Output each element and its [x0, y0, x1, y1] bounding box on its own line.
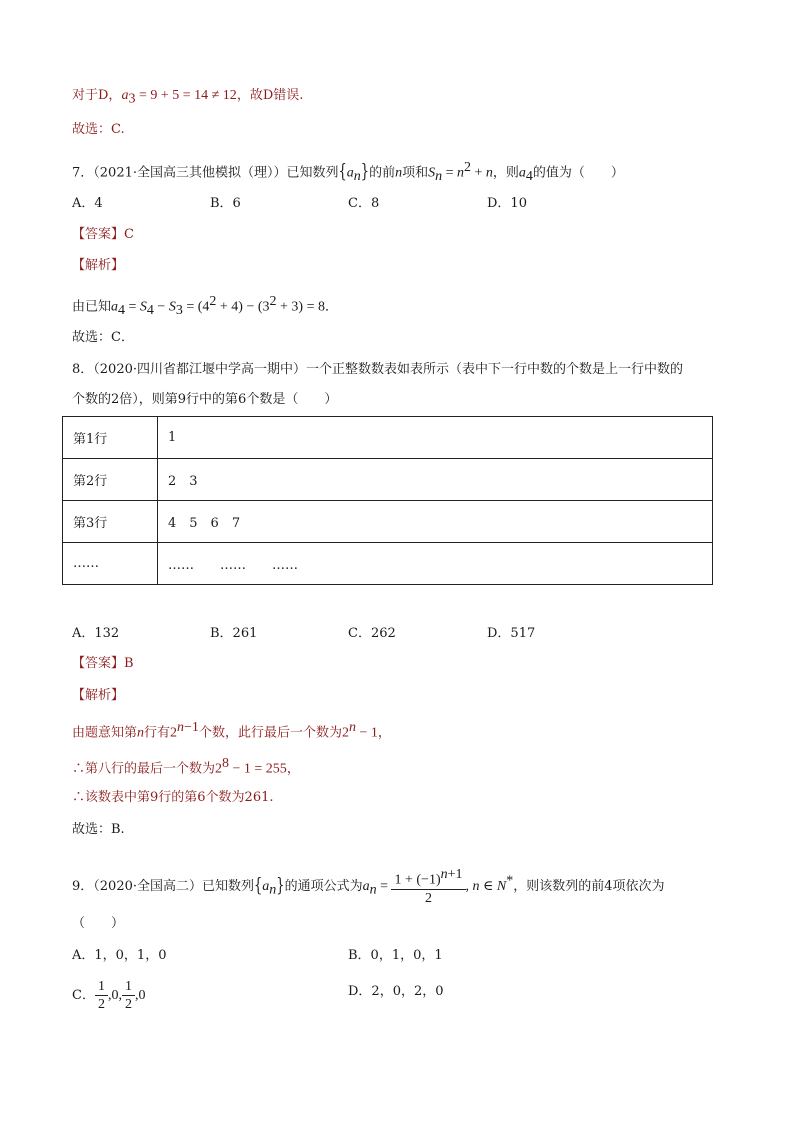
q8-stem-line1: 8．（2020·四川省都江堰中学高一期中）一个正整数数表如表所示（表中下一行中数的个数是上一行中数的 — [72, 362, 683, 377]
table-row — [63, 417, 713, 459]
q8-answer-label: 【答案】 — [72, 656, 125, 671]
option-d-analysis: 对于D，$a_3 = 9 + 5 = 14 \ne 12$，故D错误. — [72, 88, 304, 107]
q7-stem: 7．（2021·全国高三其他模拟（理））已知数列$\{a_n\}$的前n项和$S_n = n^2 + n$，则$a_4$的值为（ ） — [72, 160, 624, 184]
row-numbers: 2 3 — [158, 459, 713, 501]
q9-option-b[interactable]: B．0，1，0，1 — [348, 948, 443, 963]
q7-analysis: 由已知$a_4 = S_4 - S_3 = (4^2 + 4) - (3^2 + 3) = 8$． — [72, 294, 338, 318]
q9-stem-part2: 的通项公式为 — [284, 878, 363, 894]
row-label: 第3行 — [63, 501, 158, 543]
q7-answer-value: C — [124, 227, 134, 242]
q9-stem-part3: ，则该数列的前4项依次为 — [513, 878, 665, 894]
row-label: 第2行 — [63, 459, 158, 501]
q8-analysis-line1: 由题意知第n行有$2^{n-1}$个数，此行最后一个数为$2^n - 1$， — [72, 720, 391, 741]
row-numbers: 4 5 6 7 — [158, 501, 713, 543]
row-numbers: 1 — [158, 417, 713, 459]
q8-stem-line2: 个数的2倍），则第9行中的第6个数是（ ） — [72, 392, 338, 407]
q7-pick: 故选：C． — [72, 330, 134, 345]
q7-analysis-label: 【解析】 — [72, 258, 125, 273]
table-row — [63, 501, 713, 543]
row-label: …… — [63, 543, 158, 585]
q8-analysis-line2: ∴第八行的最后一个数为$2^8 - 1 = 255$， — [72, 756, 300, 777]
q8-analysis-line3: ∴该数表中第9行的第6个数为261. — [72, 790, 274, 805]
q9-option-d[interactable]: D．2，0，2，0 — [348, 984, 444, 999]
table-row — [63, 459, 713, 501]
q9-stem: 9．（2020·全国高二）已知数列$\{a_n\}$的通项公式为$a_n$ = $\frac{1 + (-1)^{n+1}}{2}$ , n ∈ N*，则该数列的前4项依次为 — [72, 867, 665, 906]
q7-option-a[interactable]: A．4 — [72, 196, 103, 211]
q8-option-c[interactable]: C．262 — [348, 626, 396, 641]
q8-pick: 故选：B. — [72, 822, 125, 837]
q7-option-c[interactable]: C．8 — [348, 196, 380, 211]
q8-answer — [72, 654, 134, 674]
q9-formula-fraction: $\frac{1 + (-1)^{n+1}}{2}$ — [391, 866, 465, 907]
q9-blank: （ ） — [72, 916, 125, 931]
q7-answer-label: 【答案】 — [72, 227, 125, 242]
q9-option-c[interactable]: C． $\frac{1}{2}$ ,0, $\frac{1}{2}$ ,0 — [72, 979, 146, 1012]
q7-option-d[interactable]: D．10 — [487, 196, 527, 211]
q8-analysis-label: 【解析】 — [72, 688, 125, 703]
q9-option-a[interactable]: A．1，0，1，0 — [72, 948, 167, 963]
q8-option-b[interactable]: B．261 — [210, 626, 258, 641]
table-row — [63, 543, 713, 585]
q8-number-table — [62, 416, 713, 585]
prev-pick: 故选：C. — [72, 122, 125, 137]
q8-option-d[interactable]: D．517 — [487, 626, 536, 641]
row-numbers: …… …… …… — [158, 543, 713, 585]
q9-stem-part1: 9．（2020·全国高二）已知数列 — [72, 878, 254, 894]
row-label: 第1行 — [63, 417, 158, 459]
q8-answer-value: B — [124, 656, 134, 671]
q7-answer — [72, 225, 134, 245]
q8-option-a[interactable]: A．132 — [72, 626, 120, 641]
q7-option-b[interactable]: B．6 — [210, 196, 241, 211]
